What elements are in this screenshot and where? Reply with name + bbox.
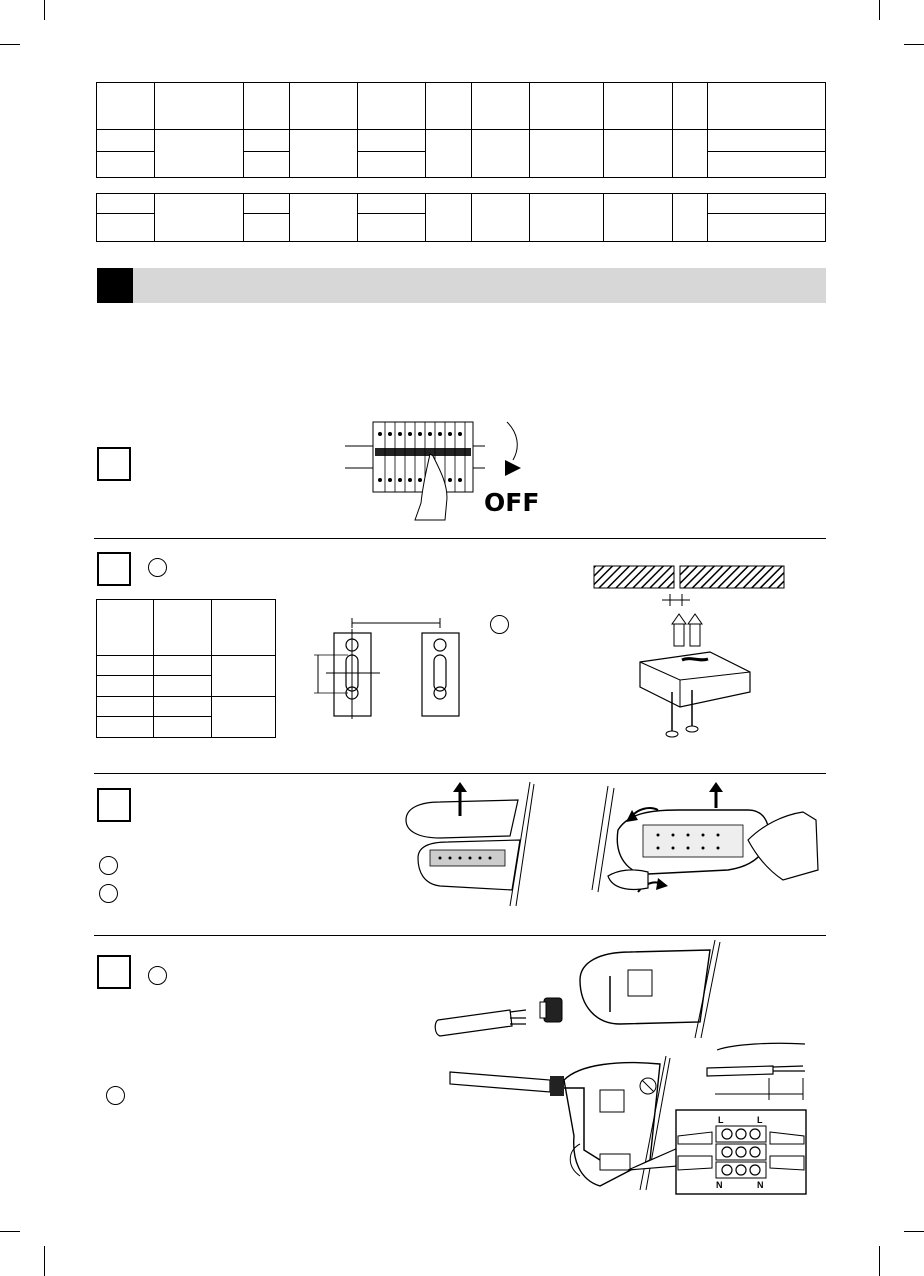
table-row [97, 194, 826, 214]
terminal-label: L [718, 1115, 724, 1125]
substep-a-circle [148, 558, 167, 577]
crop-mark-bottom-right-v [879, 1246, 880, 1276]
terminal-block-inset [628, 1108, 808, 1196]
substep-b-circle [99, 884, 118, 903]
terminal-label: L [757, 1115, 763, 1125]
section-banner-marker [97, 268, 133, 303]
table-row [97, 656, 276, 676]
crop-mark-top-left-v [44, 0, 45, 20]
wire-strip-diagram [703, 1038, 811, 1104]
section-banner [97, 268, 826, 303]
table-row [97, 600, 276, 656]
substep-b-circle [490, 615, 509, 634]
terminal-label: N [716, 1180, 723, 1190]
substep-a-circle [99, 856, 118, 875]
spec-table-1 [96, 82, 826, 178]
step-1-box [97, 447, 131, 481]
table-row [97, 130, 826, 152]
divider [94, 538, 826, 539]
bracket-dimension-diagram [312, 615, 472, 725]
divider [94, 773, 826, 774]
crop-mark-bottom-left-v [44, 1246, 45, 1276]
crop-mark-top-right-v [879, 0, 880, 20]
step-3-box [97, 788, 131, 822]
terminal-label: N [757, 1180, 764, 1190]
cover-removal-illustration [400, 780, 535, 910]
bracket-mounting-illustration [590, 562, 790, 744]
step-2-box [97, 552, 131, 586]
spec-table-2 [96, 193, 826, 242]
cable-gland-illustration [430, 940, 720, 1040]
substep-a-circle [148, 966, 167, 985]
diffuser-removal-illustration [588, 780, 828, 910]
crop-mark-top-right-h [904, 44, 924, 45]
table-row [97, 83, 826, 130]
mounting-table [96, 599, 276, 738]
table-row [97, 697, 276, 717]
divider [94, 935, 826, 936]
crop-mark-bottom-right-h [904, 1231, 924, 1232]
crop-mark-top-left-h [0, 44, 20, 45]
crop-mark-bottom-left-h [0, 1231, 20, 1232]
substep-b-circle [106, 1086, 125, 1105]
off-label: OFF [484, 488, 540, 517]
step-4-box [97, 955, 131, 989]
